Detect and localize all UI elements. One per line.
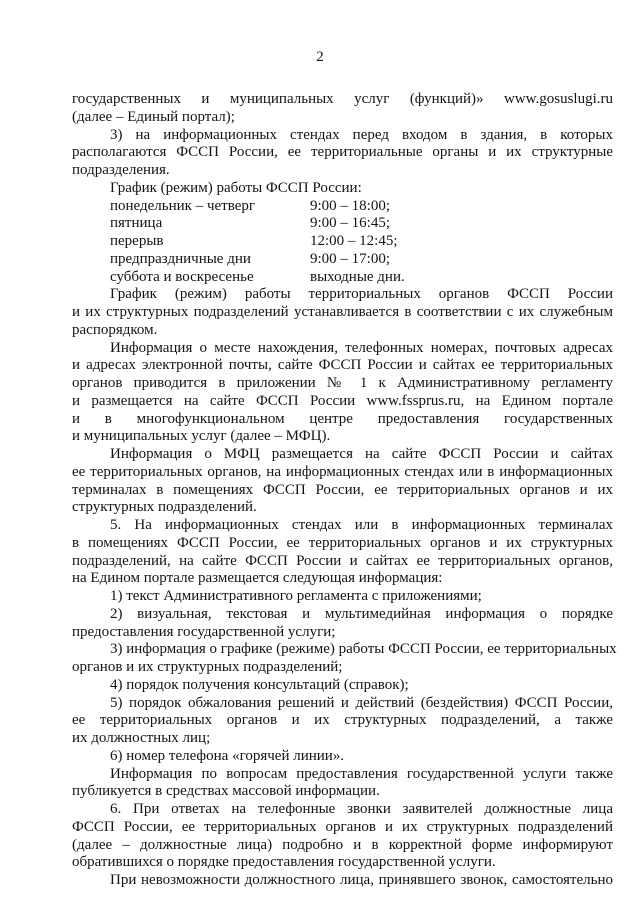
text-line: 6) номер телефона «горячей линии». [110, 747, 345, 764]
text-line: Информация о МФЦ размещается на сайте ФССП России и сайтах [110, 446, 613, 462]
text-line: и муниципальных услуг (далее – МФЦ). [72, 428, 331, 445]
text-line: предоставления государственной услуги; [72, 623, 336, 640]
document-body [72, 91, 617, 890]
text-line: ее территориальных органов и их структурных подразделений, а также [72, 712, 613, 729]
text-line: При невозможности должностного лица, принявшего звонок, самостоятельно [110, 872, 613, 888]
text-line: 2) визуальная, текстовая и мультимедийная информация о порядке [110, 605, 613, 622]
schedule-day: понедельник – четверг [110, 197, 256, 214]
schedule-hours: 9:00 – 18:00; [310, 197, 391, 214]
text-line: График (режим) работы ФССП России: [110, 179, 362, 196]
text-line: 3) информация о графике (режиме) работы ФССП России, ее территориальных [110, 641, 617, 658]
schedule-row [72, 269, 613, 287]
text-line: Информация о месте нахождения, телефонных номерах, почтовых адресах [110, 339, 613, 356]
text-line: 4) порядок получения консультаций (справок); [110, 676, 409, 693]
paragraph [72, 180, 613, 198]
schedule-hours: выходные дни. [310, 268, 405, 285]
text-line: ФССП России, ее территориальных органов и их структурных подразделений [72, 818, 613, 835]
schedule-row [72, 251, 613, 269]
text-line: подразделений, на сайте ФССП России и сайтах ее территориальных органов, [72, 552, 613, 569]
page-number: 2 [316, 49, 324, 65]
text-line: органов приводится в приложении № 1 к Административному регламенту [72, 375, 613, 391]
text-line: и в многофункциональном центре предоставления государственных [72, 410, 613, 427]
paragraph [72, 872, 613, 890]
text-line: в помещениях ФССП России, ее территориальных органов и их структурных [72, 534, 613, 551]
text-line: и адресах электронной почты, сайте ФССП России и сайтах ее территориальных [72, 357, 613, 374]
schedule-hours: 12:00 – 12:45; [310, 233, 398, 249]
paragraph [72, 766, 613, 802]
text-line: на Едином портале размещается следующая информация: [72, 570, 443, 587]
schedule-day: предпраздничные дни [110, 250, 251, 267]
text-line: Информация по вопросам предоставления государственной услуги также [110, 765, 613, 782]
schedule-day: суббота и воскресенье [110, 268, 254, 285]
schedule-hours: 9:00 – 16:45; [310, 215, 391, 232]
text-line: 3) на информационных стендах перед входом в здания, в которых [110, 126, 613, 143]
text-line: 5) порядок обжалования решений и действий (бездействия) ФССП России, [110, 694, 613, 711]
text-line: их должностных лиц; [72, 730, 211, 746]
text-line: обратившихся о порядке предоставления государственной услуги. [72, 854, 496, 871]
paragraph [72, 91, 613, 127]
text-line: ее территориальных органов, на информационных стендах или в информационных [72, 463, 613, 480]
paragraph [72, 127, 613, 180]
paragraph [72, 340, 613, 447]
text-line: (далее – Единый портал); [72, 108, 235, 125]
text-line: подразделения. [72, 162, 170, 178]
schedule-row [72, 198, 613, 216]
text-line: публикуется в средствах массовой информации. [72, 783, 380, 800]
text-line: органов и их структурных подразделений; [72, 659, 343, 675]
paragraph [72, 641, 617, 677]
text-line: 6. При ответах на телефонные звонки заявителей должностные лица [110, 801, 613, 817]
text-line: 5. На информационных стендах или в информационных терминалах [110, 517, 613, 533]
text-line: и размещается на сайте ФССП России www.fssprus.ru, на Едином портале [72, 392, 613, 409]
text-line: (далее – должностные лица) подробно и в корректной форме информируют [72, 836, 613, 853]
text-line: распорядком. [72, 321, 158, 338]
paragraph [72, 695, 613, 748]
text-line: и их структурных подразделений устанавливается в соответствии с их служебным [72, 304, 613, 320]
paragraph [72, 446, 613, 517]
text-line: 1) текст Административного регламента с приложениями; [110, 588, 482, 604]
schedule-row [72, 215, 613, 233]
paragraph [72, 606, 613, 642]
schedule-row [72, 233, 613, 251]
schedule-day: перерыв [110, 233, 164, 249]
text-line: терминалах в помещениях ФССП России, ее территориальных органов и их [72, 481, 613, 498]
paragraph [72, 588, 613, 606]
schedule-day: пятница [110, 215, 163, 232]
work-schedule [72, 198, 613, 287]
text-line: располагаются ФССП России, ее территориальные органы и их структурные [72, 144, 613, 161]
paragraph [72, 801, 613, 872]
schedule-hours: 9:00 – 17:00; [310, 250, 391, 267]
paragraph [72, 677, 613, 695]
paragraph [72, 748, 613, 766]
paragraph [72, 286, 613, 339]
text-line: государственных и муниципальных услуг (функций)» www.gosuslugi.ru [72, 91, 613, 107]
paragraph [72, 517, 613, 588]
text-line: График (режим) работы территориальных органов ФССП России [110, 286, 613, 303]
text-line: структурных подразделений. [72, 499, 257, 516]
